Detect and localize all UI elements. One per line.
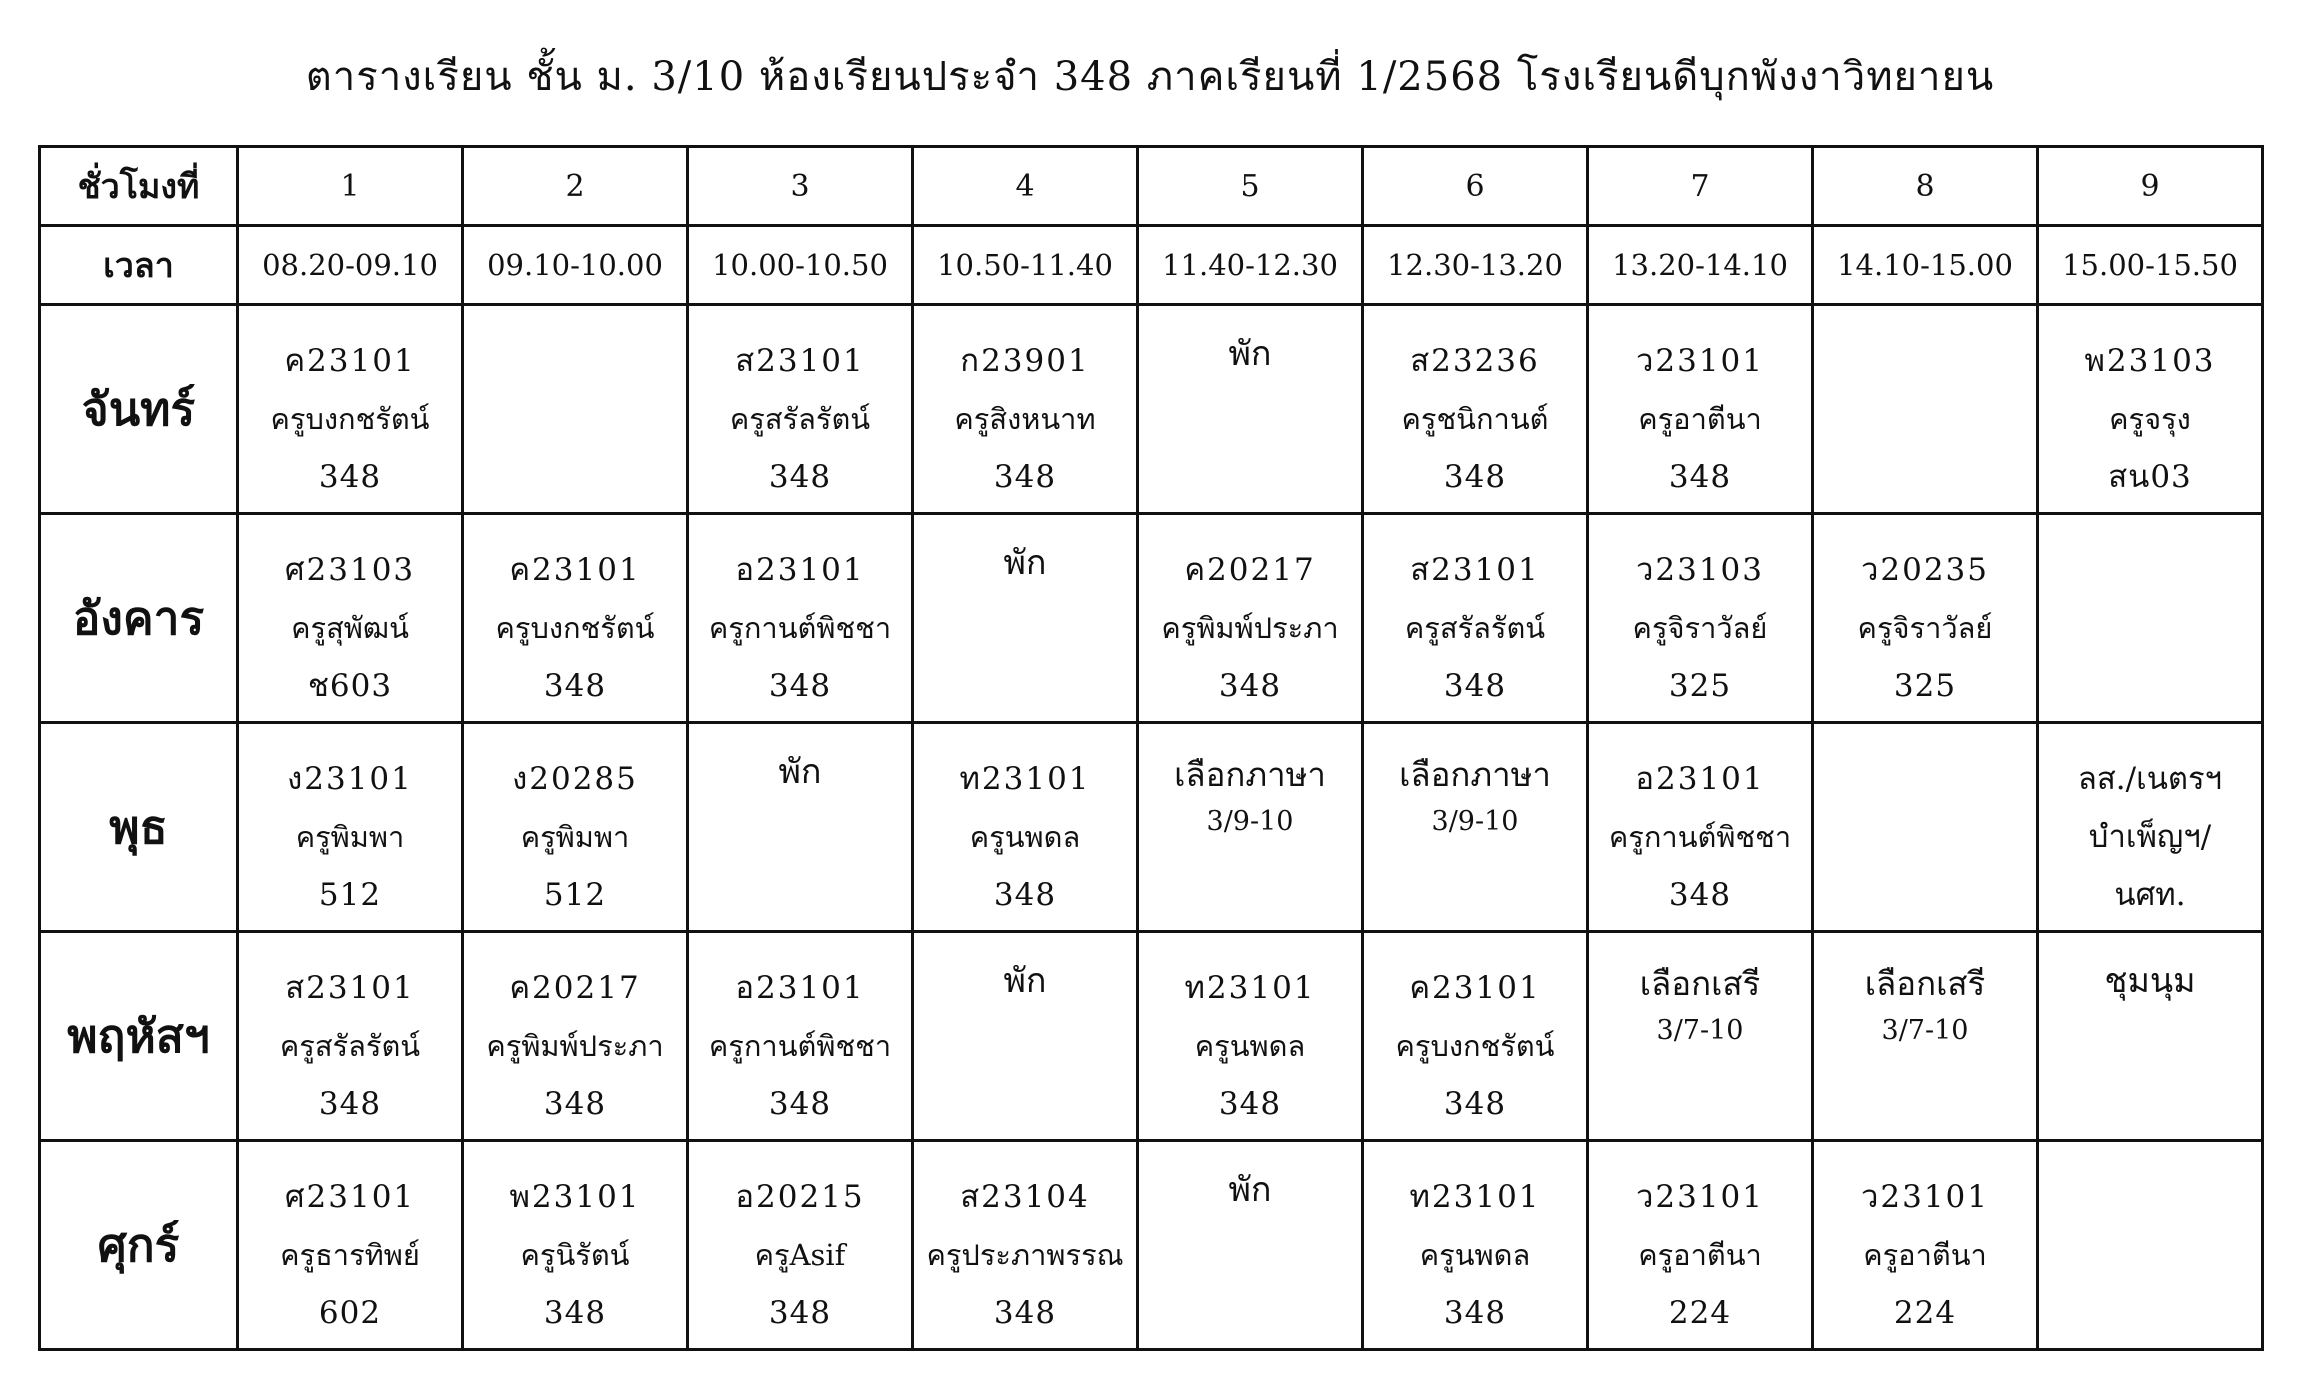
elective-group: 3/7-10 (1881, 1015, 1969, 1046)
schedule-cell (238, 932, 463, 1141)
period-time: 12.30-13.20 (1363, 226, 1588, 305)
schedule-cell-content (1589, 724, 1811, 924)
page-title: ตารางเรียน ชั้น ม. 3/10 ห้องเรียนประจำ 348 ภาคเรียนที่ 1/2568 โรงเรียนดีบุกพังงาวิทยายน (305, 54, 1995, 100)
schedule-cell-content (1589, 515, 1811, 715)
subject-code: ค20217 (1184, 552, 1316, 588)
teacher-name: ครูประภาพรรณ (926, 1238, 1124, 1272)
teacher-name: ครูสุพัฒน์ (291, 611, 409, 645)
teacher-name: ครูจรุง (2109, 402, 2191, 436)
elective-label: เลือกภาษา (1399, 755, 1551, 794)
period-time: 10.50-11.40 (913, 226, 1138, 305)
teacher-name: ครูจิราวัลย์ (1632, 611, 1768, 645)
schedule-cell-content (1364, 724, 1586, 844)
teacher-name: ครูกานต์พิชชา (1608, 820, 1792, 854)
schedule-cell-content (464, 515, 686, 715)
room-number: 325 (1893, 668, 1957, 704)
schedule-cell-content (1364, 515, 1586, 715)
subject-code: ว23101 (1635, 343, 1765, 379)
teacher-name: ครูจิราวัลย์ (1857, 611, 1993, 645)
subject-code: ท23101 (1409, 1179, 1541, 1215)
room-number: 348 (1443, 668, 1507, 704)
day-name: จันทร์ (40, 305, 238, 514)
room-number: 348 (543, 1086, 607, 1122)
break-label: พัก (1228, 1170, 1272, 1210)
teacher-name: ครูAsif (754, 1238, 846, 1272)
schedule-cell-content (689, 515, 911, 715)
teacher-name: ครูอาตีนา (1863, 1238, 1987, 1272)
elective-group: 3/9-10 (1431, 806, 1519, 837)
schedule-cell (1138, 723, 1363, 932)
subject-code: ส23101 (285, 970, 415, 1006)
schedule-cell-content (1364, 1142, 1586, 1342)
elective-group: 3/9-10 (1206, 806, 1294, 837)
schedule-cell-content (239, 1142, 461, 1342)
schedule-cell (1588, 932, 1813, 1141)
schedule-cell-content (464, 1142, 686, 1342)
schedule-cell (2038, 932, 2263, 1141)
subject-code: ง23101 (287, 761, 413, 797)
teacher-name: ครูบงกชรัตน์ (270, 402, 430, 436)
subject-code: ส23101 (1410, 552, 1540, 588)
subject-code: ท23101 (1184, 970, 1316, 1006)
schedule-cell-content (1589, 1142, 1811, 1342)
subject-code: ค23101 (284, 343, 416, 379)
schedule-cell (463, 305, 688, 514)
teacher-name: ครูสรัลรัตน์ (1404, 611, 1546, 645)
teacher-name: ครูพิมพ์ประภา (486, 1029, 664, 1063)
timetable (38, 145, 2264, 1351)
schedule-cell-content (914, 515, 1136, 585)
period-number: 8 (1813, 147, 2038, 226)
period-time: 08.20-09.10 (238, 226, 463, 305)
schedule-cell-content (1589, 933, 1811, 1053)
subject-code: ส23101 (735, 343, 865, 379)
schedule-cell-content (1139, 1142, 1361, 1212)
elective-label: เลือกเสรี (1639, 964, 1761, 1003)
schedule-cell (238, 1141, 463, 1350)
room-number: 512 (318, 877, 382, 913)
subject-code: ค23101 (509, 552, 641, 588)
schedule-cell (913, 723, 1138, 932)
teacher-name: ครูพิมพา (295, 820, 405, 854)
room-number: 348 (768, 459, 832, 495)
teacher-name: ครูอาตีนา (1638, 1238, 1762, 1272)
schedule-cell (1588, 723, 1813, 932)
room-number: 348 (1443, 1086, 1507, 1122)
subject-code: ศ23101 (284, 1179, 416, 1215)
schedule-cell (463, 1141, 688, 1350)
schedule-cell (2038, 514, 2263, 723)
room-number: ช603 (307, 668, 393, 704)
room-number: สน03 (2108, 459, 2192, 495)
schedule-cell (688, 932, 913, 1141)
schedule-cell-content (2039, 933, 2261, 1003)
schedule-cell-content (2039, 515, 2261, 541)
room-number: 348 (993, 877, 1057, 913)
period-number: 4 (913, 147, 1138, 226)
activity-line: บำเพ็ญฯ/ (2088, 819, 2212, 855)
room-number: 348 (543, 1295, 607, 1331)
schedule-cell (1588, 1141, 1813, 1350)
schedule-cell-content (1589, 306, 1811, 506)
time-header-row (40, 226, 2263, 305)
schedule-cell (463, 932, 688, 1141)
room-number: 348 (1443, 459, 1507, 495)
schedule-cell (1588, 305, 1813, 514)
schedule-cell-content (1139, 724, 1361, 844)
subject-code: ว23103 (1635, 552, 1765, 588)
day-name: อังคาร (40, 514, 238, 723)
schedule-cell-content (1814, 933, 2036, 1053)
period-time: 09.10-10.00 (463, 226, 688, 305)
schedule-cell-content (239, 724, 461, 924)
schedule-cell (688, 305, 913, 514)
schedule-cell (688, 723, 913, 932)
period-number: 5 (1138, 147, 1363, 226)
schedule-cell-content (239, 933, 461, 1133)
subject-code: ก23901 (960, 343, 1090, 379)
schedule-cell (463, 723, 688, 932)
room-number: 348 (318, 459, 382, 495)
schedule-cell-content (464, 724, 686, 924)
room-number: 224 (1668, 1295, 1732, 1331)
teacher-name: ครูพิมพ์ประภา (1161, 611, 1339, 645)
elective-label: เลือกเสรี (1864, 964, 1986, 1003)
day-row (40, 932, 2263, 1141)
time-row-label: เวลา (40, 226, 238, 305)
period-header-row (40, 147, 2263, 226)
schedule-cell-content (1814, 1142, 2036, 1342)
teacher-name: ครูชนิกานต์ (1401, 402, 1549, 436)
subject-code: ท23101 (959, 761, 1091, 797)
day-row (40, 723, 2263, 932)
room-number: 348 (768, 1086, 832, 1122)
period-number: 1 (238, 147, 463, 226)
activity-line: ลส./เนตรฯ (2077, 761, 2223, 797)
day-row (40, 1141, 2263, 1350)
schedule-cell (2038, 1141, 2263, 1350)
schedule-cell (238, 723, 463, 932)
schedule-cell-content (914, 933, 1136, 1003)
period-number: 6 (1363, 147, 1588, 226)
period-time: 13.20-14.10 (1588, 226, 1813, 305)
room-number: 348 (1218, 668, 1282, 704)
teacher-name: ครูกานต์พิชชา (708, 611, 892, 645)
schedule-cell (463, 514, 688, 723)
subject-code: อ23101 (1635, 761, 1765, 797)
schedule-cell-content (1814, 724, 2036, 750)
subject-code: ค20217 (509, 970, 641, 1006)
schedule-cell (1138, 514, 1363, 723)
period-number: 3 (688, 147, 913, 226)
teacher-name: ครูสิงหนาท (954, 402, 1096, 436)
period-time: 11.40-12.30 (1138, 226, 1363, 305)
teacher-name: ครูพิมพา (520, 820, 630, 854)
schedule-cell-content (914, 1142, 1136, 1342)
schedule-cell (1813, 514, 2038, 723)
teacher-name: ครูนพดล (1194, 1029, 1306, 1063)
subject-code: ง20285 (512, 761, 638, 797)
subject-code: อ23101 (735, 552, 865, 588)
day-row (40, 514, 2263, 723)
schedule-cell-content (2039, 306, 2261, 506)
teacher-name: ครูอาตีนา (1638, 402, 1762, 436)
schedule-cell-content (464, 933, 686, 1133)
schedule-cell (1813, 723, 2038, 932)
schedule-cell (913, 932, 1138, 1141)
teacher-name: ครูนิรัตน์ (520, 1238, 630, 1272)
schedule-cell-content (914, 306, 1136, 506)
schedule-cell (1813, 932, 2038, 1141)
break-label: พัก (1003, 543, 1047, 583)
schedule-cell-content (2039, 1142, 2261, 1168)
break-label: พัก (1228, 334, 1272, 374)
room-number: 512 (543, 877, 607, 913)
day-name: ศุกร์ (40, 1141, 238, 1350)
schedule-cell-content (1814, 306, 2036, 332)
schedule-cell (1363, 514, 1588, 723)
teacher-name: ครูกานต์พิชชา (708, 1029, 892, 1063)
schedule-cell (688, 1141, 913, 1350)
teacher-name: ครูธารทิพย์ (280, 1238, 420, 1272)
schedule-cell (688, 514, 913, 723)
teacher-name: ครูนพดล (1419, 1238, 1531, 1272)
subject-code: อ20215 (735, 1179, 865, 1215)
schedule-cell-content (1139, 933, 1361, 1133)
room-number: 348 (543, 668, 607, 704)
schedule-cell-content (689, 933, 911, 1133)
subject-code: ส23104 (960, 1179, 1090, 1215)
period-number: 9 (2038, 147, 2263, 226)
subject-code: พ23103 (2084, 343, 2216, 379)
period-number: 7 (1588, 147, 1813, 226)
schedule-cell-content (1814, 515, 2036, 715)
room-number: 602 (318, 1295, 382, 1331)
schedule-cell (2038, 305, 2263, 514)
room-number: 348 (1668, 459, 1732, 495)
schedule-cell-content (239, 306, 461, 506)
room-number: 348 (768, 1295, 832, 1331)
activity-line: นศท. (2114, 877, 2186, 913)
room-number: 348 (768, 668, 832, 704)
schedule-cell-content (914, 724, 1136, 924)
schedule-cell-content (1364, 933, 1586, 1133)
schedule-cell-content (689, 1142, 911, 1342)
elective-group: 3/7-10 (1656, 1015, 1744, 1046)
schedule-cell (2038, 723, 2263, 932)
schedule-cell-content (689, 724, 911, 794)
room-number: 348 (1218, 1086, 1282, 1122)
subject-code: ส23236 (1410, 343, 1540, 379)
schedule-cell (1138, 932, 1363, 1141)
schedule-cell (1813, 1141, 2038, 1350)
period-number: 2 (463, 147, 688, 226)
day-name: พุธ (40, 723, 238, 932)
schedule-cell (1363, 305, 1588, 514)
subject-code: พ23101 (509, 1179, 641, 1215)
schedule-cell (1813, 305, 2038, 514)
room-number: 348 (993, 459, 1057, 495)
subject-code: ว20235 (1860, 552, 1990, 588)
schedule-cell (1588, 514, 1813, 723)
subject-code: ศ23103 (284, 552, 416, 588)
teacher-name: ครูนพดล (969, 820, 1081, 854)
subject-code: ว23101 (1860, 1179, 1990, 1215)
break-label: พัก (778, 752, 822, 792)
room-number: 348 (993, 1295, 1057, 1331)
schedule-cell-content (464, 306, 686, 332)
teacher-name: ครูบงกชรัตน์ (495, 611, 655, 645)
room-number: 348 (1668, 877, 1732, 913)
teacher-name: ครูสรัลรัตน์ (279, 1029, 421, 1063)
room-number: 325 (1668, 668, 1732, 704)
schedule-cell (913, 514, 1138, 723)
day-row (40, 305, 2263, 514)
schedule-cell-content (1364, 306, 1586, 506)
schedule-cell (1138, 1141, 1363, 1350)
teacher-name: ครูสรัลรัตน์ (729, 402, 871, 436)
schedule-cell-content (239, 515, 461, 715)
period-time: 14.10-15.00 (1813, 226, 2038, 305)
period-time: 10.00-10.50 (688, 226, 913, 305)
schedule-cell (238, 305, 463, 514)
schedule-cell-content (1139, 515, 1361, 715)
schedule-cell-content (1139, 306, 1361, 376)
schedule-cell (913, 305, 1138, 514)
room-number: 224 (1893, 1295, 1957, 1331)
period-row-label: ชั่วโมงที่ (40, 147, 238, 226)
subject-code: ว23101 (1635, 1179, 1765, 1215)
schedule-cell (1363, 932, 1588, 1141)
schedule-cell-content (2039, 724, 2261, 924)
break-label: ชุมนุม (2104, 961, 2196, 1001)
subject-code: อ23101 (735, 970, 865, 1006)
room-number: 348 (1443, 1295, 1507, 1331)
elective-label: เลือกภาษา (1174, 755, 1326, 794)
schedule-cell (1363, 723, 1588, 932)
room-number: 348 (318, 1086, 382, 1122)
schedule-cell-content (689, 306, 911, 506)
subject-code: ค23101 (1409, 970, 1541, 1006)
teacher-name: ครูบงกชรัตน์ (1395, 1029, 1555, 1063)
break-label: พัก (1003, 961, 1047, 1001)
period-time: 15.00-15.50 (2038, 226, 2263, 305)
day-name: พฤหัสฯ (40, 932, 238, 1141)
schedule-cell (1363, 1141, 1588, 1350)
schedule-cell (913, 1141, 1138, 1350)
schedule-cell (238, 514, 463, 723)
schedule-cell (1138, 305, 1363, 514)
